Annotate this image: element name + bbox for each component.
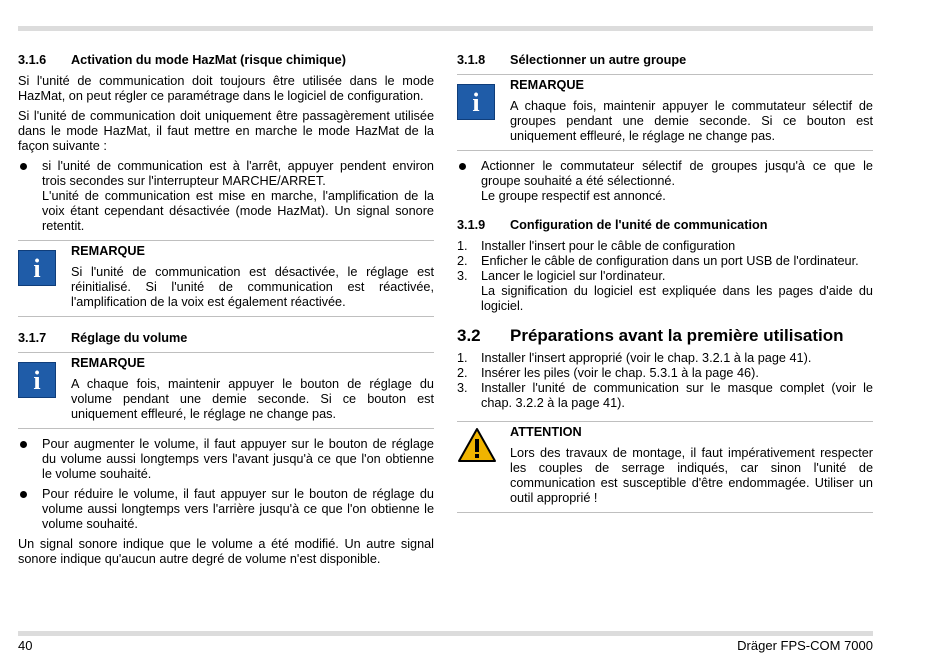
bullet-list bbox=[18, 159, 434, 234]
note-text: A chaque fois, maintenir appuyer le bouton de réglage du volume pendant une demie seconde. Si ce bouton est uniquement effleuré, le réglage ne change pas. bbox=[71, 377, 434, 421]
section-title: Sélectionner un autre groupe bbox=[510, 53, 687, 67]
note-text: A chaque fois, maintenir appuyer le commutateur sélectif de groupes pendant une demie seconde. Si ce bouton est uniquement effleuré, le réglage ne change pas. bbox=[510, 99, 873, 143]
list-item: 3. Lancer le logiciel sur l'ordinateur. La signification du logiciel est expliquée dans les pages d'aide du logiciel. bbox=[457, 269, 873, 313]
list-item-text: Pour réduire le volume, il faut appuyer sur le bouton de réglage du volume aussi longtemps vers l'arrière jusqu'à ce que l'on obtienne le volume souhaité. bbox=[42, 487, 434, 531]
product-name: Dräger FPS-COM 7000 bbox=[737, 638, 873, 653]
list-item: 1. Installer l'insert approprié (voir le chap. 3.2.1 à la page 41). bbox=[457, 351, 812, 365]
bullet-icon bbox=[20, 491, 27, 498]
section-title: Configuration de l'unité de communication bbox=[510, 218, 768, 232]
list-item: 2. Enficher le câble de configuration dans un port USB de l'ordinateur. bbox=[457, 254, 859, 268]
section-number: 3.1.7 bbox=[18, 331, 47, 345]
bullet-icon bbox=[20, 441, 27, 448]
section-heading-3-1-7 bbox=[18, 331, 434, 346]
section-title: Activation du mode HazMat (risque chimique) bbox=[71, 53, 346, 67]
section-heading-3-1-9 bbox=[457, 218, 873, 233]
warning-box bbox=[457, 421, 873, 513]
list-item: 1. Installer l'insert pour le câble de configuration bbox=[457, 239, 736, 253]
list-item-text: Actionner le commutateur sélectif de groupes jusqu'à ce que le groupe souhaité a été sélectionné. bbox=[481, 159, 873, 188]
list-item-text: Pour augmenter le volume, il faut appuyer sur le bouton de réglage du volume aussi longtemps vers l'avant jusqu'à ce que l'on obtienne le volume souhaité. bbox=[42, 437, 434, 481]
list-item: 2. Insérer les piles (voir le chap. 5.3.1 à la page 46). bbox=[457, 366, 759, 380]
section-title: Préparations avant la première utilisation bbox=[510, 326, 844, 345]
note-box bbox=[457, 74, 873, 151]
paragraph: Si l'unité de communication doit toujours être utilisée dans le mode HazMat, on peut régler ce paramétrage dans le logiciel de configuration. bbox=[18, 74, 434, 103]
list-item-text: si l'unité de communication est à l'arrêt, appuyer pendent environ trois secondes sur l'interrupteur MARCHE/ARRET. bbox=[42, 159, 434, 188]
list-item bbox=[18, 437, 434, 482]
section-heading-3-1-8 bbox=[457, 53, 873, 68]
section-number: 3.1.8 bbox=[457, 53, 486, 67]
warning-icon bbox=[457, 427, 497, 463]
note-title: REMARQUE bbox=[510, 78, 585, 92]
list-item-result: L'unité de communication est mise en marche, l'amplification de la voix étant cependant désactivée (mode HazMat). Un signal sonore retentit. bbox=[42, 189, 434, 233]
bullet-icon bbox=[20, 163, 27, 170]
list-item bbox=[18, 159, 434, 234]
paragraph: Un signal sonore indique que le volume a été modifié. Un autre signal sonore indique qu'aucun autre degré de volume n'est disponible. bbox=[18, 537, 434, 566]
list-item bbox=[457, 159, 873, 204]
note-box bbox=[18, 240, 434, 317]
note-title: REMARQUE bbox=[71, 356, 146, 370]
warning-text: Lors des travaux de montage, il faut impérativement respecter les couples de serrage indiqués, car sinon l'unité de communication est susceptible d'être endommagée. Utiliser un outil approprié ! bbox=[510, 446, 873, 505]
section-number: 3.1.6 bbox=[18, 53, 47, 67]
bullet-list bbox=[18, 437, 434, 532]
section-number: 3.1.9 bbox=[457, 218, 486, 232]
section-heading-3-1-6 bbox=[18, 53, 434, 68]
left-column bbox=[18, 53, 434, 572]
note-box bbox=[18, 352, 434, 429]
section-title: Réglage du volume bbox=[71, 331, 188, 345]
list-item-result: La signification du logiciel est expliquée dans les pages d'aide du logiciel. bbox=[481, 284, 873, 313]
note-text: Si l'unité de communication est désactivée, le réglage est réinitialisé. Si l'unité de communication est réactivée, l'amplification de la voix est également réactivée. bbox=[71, 265, 434, 309]
header-rule bbox=[18, 26, 873, 31]
paragraph: Si l'unité de communication doit uniquement être passagèrement utilisée dans le mode HazMat, il faut mettre en marche le mode HazMat de la façon suivante : bbox=[18, 109, 434, 153]
page-number: 40 bbox=[18, 638, 33, 653]
footer-rule bbox=[18, 631, 873, 636]
step-list bbox=[457, 239, 873, 314]
warning-title: ATTENTION bbox=[510, 425, 582, 439]
info-icon: i bbox=[18, 250, 56, 286]
right-column bbox=[457, 53, 873, 521]
section-number: 3.2 bbox=[457, 326, 481, 345]
info-icon: i bbox=[457, 84, 495, 120]
section-heading-3-2 bbox=[457, 326, 873, 346]
bullet-list bbox=[457, 159, 873, 204]
list-item: 3. Installer l'unité de communication sur le masque complet (voir le chap. 3.2.2 à la page 41). bbox=[457, 381, 873, 410]
list-item bbox=[18, 487, 434, 532]
bullet-icon bbox=[459, 163, 466, 170]
note-title: REMARQUE bbox=[71, 244, 146, 258]
step-list bbox=[457, 351, 873, 411]
info-icon: i bbox=[18, 362, 56, 398]
list-item-result: Le groupe respectif est annoncé. bbox=[481, 189, 666, 203]
